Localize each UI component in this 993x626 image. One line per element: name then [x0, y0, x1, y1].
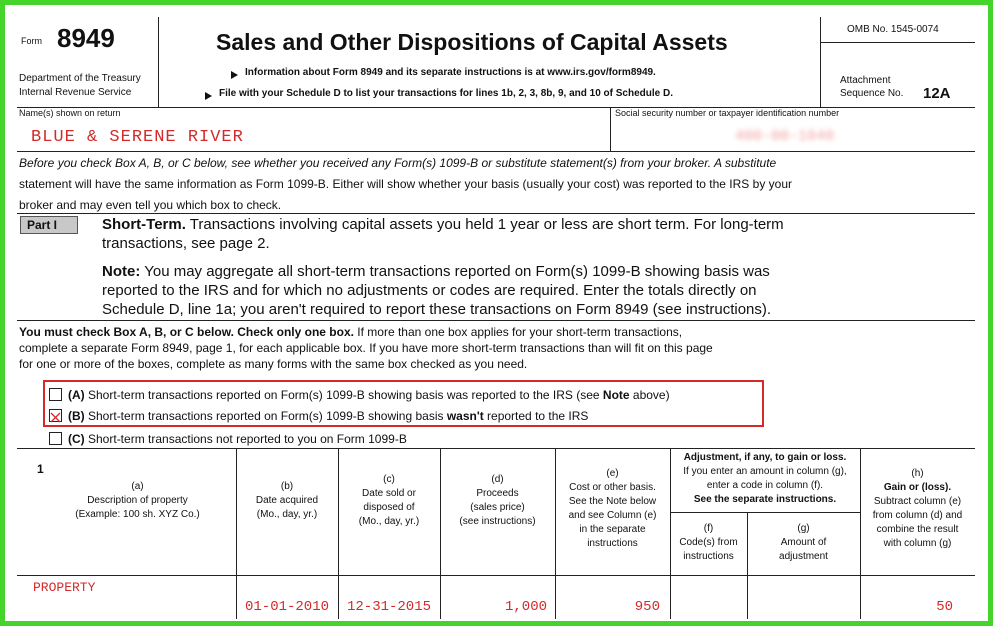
- adjust-l3: enter a code in column (f).: [706, 480, 824, 491]
- col-d-l3: (see instructions): [459, 516, 536, 527]
- omb-number: OMB No. 1545-0074: [847, 24, 939, 35]
- col-a-l1: Description of property: [87, 495, 188, 506]
- checkbox-b[interactable]: [49, 409, 62, 422]
- part1-heading: Short-Term.: [102, 216, 186, 233]
- omb-divider: [820, 42, 975, 43]
- header-divider-right: [820, 17, 821, 107]
- intro-line3: broker and may even tell you which box to check.: [19, 198, 282, 212]
- part1-desc-line2: transactions, see page 2.: [102, 235, 270, 252]
- box-a-text: Short-term transactions reported on Form(s) 1099-B showing basis was reported to the IRS (see: [84, 388, 603, 402]
- col-d-letter: (d): [491, 474, 504, 485]
- col-e-l5: instructions: [587, 538, 638, 549]
- col-b-l2: (Mo., day, yr.): [256, 509, 318, 520]
- part-badge: [20, 216, 78, 234]
- dept-line2: Internal Revenue Service: [19, 87, 132, 98]
- note-label: Note:: [102, 263, 141, 280]
- form-title: Sales and Other Dispositions of Capital Assets: [216, 29, 728, 55]
- box-b-tail: reported to the IRS: [483, 409, 589, 423]
- box-a-bold: Note: [602, 388, 630, 402]
- header-row-rule: [17, 575, 975, 576]
- col-e-l3: and see Column (e): [568, 510, 657, 521]
- col-f-header: [670, 522, 747, 564]
- col-g-l1: Amount of: [780, 537, 827, 548]
- part1-desc-line1: Transactions involving capital assets you held 1 year or less are short term. For long-term: [185, 216, 784, 233]
- taxpayer-name[interactable]: BLUE & SERENE RIVER: [31, 128, 244, 147]
- col-c-letter: (c): [383, 474, 395, 485]
- col-h-l1: Gain or (loss).: [883, 482, 952, 493]
- cell-date-sold[interactable]: 12-31-2015: [346, 599, 431, 615]
- row-number: 1: [37, 462, 44, 476]
- part1-description: [102, 215, 972, 253]
- col-d-header: [440, 473, 555, 529]
- checkbox-a[interactable]: [49, 388, 62, 401]
- check-instructions-line2: complete a separate Form 8949, page 1, for each applicable box. If you have more short-term transactions than will fit on this page: [19, 341, 713, 355]
- sequence-value: 12A: [923, 85, 951, 102]
- name-label: Name(s) shown on return: [19, 108, 121, 118]
- cell-gain-loss[interactable]: 50: [936, 599, 953, 615]
- col-h-l4: combine the result: [876, 524, 959, 535]
- box-b-label: [68, 409, 588, 423]
- table-top-rule: [17, 448, 975, 449]
- adjust-l4: See the separate instructions.: [693, 494, 837, 505]
- col-e-letter: (e): [606, 468, 619, 479]
- info-line2: File with your Schedule D to list your transactions for lines 1b, 2, 3, 8b, 9, and 10 of Schedule D.: [219, 88, 673, 99]
- col-d-l1: Proceeds: [476, 488, 519, 499]
- col-d-l2: (sales price): [470, 502, 525, 513]
- col-a-header: [45, 480, 230, 522]
- box-c-text: Short-term transactions not reported to you on Form 1099-B: [84, 432, 407, 446]
- col-e-l2: See the Note below: [568, 496, 657, 507]
- check-instructions: [19, 324, 969, 372]
- col-h-header: [860, 467, 975, 551]
- box-a-letter: (A): [68, 388, 85, 402]
- cell-proceeds[interactable]: 1,000: [504, 599, 547, 615]
- attachment-label: Attachment: [840, 75, 891, 86]
- col-f-letter: (f): [703, 523, 714, 534]
- col-a-letter: (a): [131, 481, 144, 492]
- col-h-l3: from column (d) and: [872, 510, 963, 521]
- name-ssn-divider: [610, 107, 611, 151]
- check-instructions-bold: You must check Box A, B, or C below. Check only one box.: [19, 325, 354, 339]
- col-f-l2: instructions: [683, 551, 734, 562]
- arrow-icon: [231, 71, 238, 79]
- col-c-l2: disposed of: [363, 502, 415, 513]
- col-g-letter: (g): [797, 523, 810, 534]
- col-h-letter: (h): [911, 468, 924, 479]
- note-line1: You may aggregate all short-term transactions reported on Form(s) 1099-B showing basis was: [140, 263, 770, 280]
- sequence-label: Sequence No.: [840, 88, 904, 99]
- note-line2: reported to the IRS and for which no adjustments or codes are required. Enter the totals directly on: [102, 282, 757, 299]
- col-e-l4: in the separate: [579, 524, 646, 535]
- check-instructions-line3: for one or more of the boxes, complete as many forms with the same box checked as you need.: [19, 357, 528, 371]
- dept-line1: Department of the Treasury: [19, 73, 141, 84]
- col-divider: [236, 448, 237, 619]
- col-b-letter: (b): [280, 481, 294, 492]
- ssn-label: Social security number or taxpayer identification number: [615, 108, 840, 118]
- col-b-header: [236, 480, 338, 522]
- cell-date-acquired[interactable]: 01-01-2010: [244, 599, 329, 615]
- form-number: 8949: [57, 23, 115, 53]
- box-c-letter: (C): [68, 432, 85, 446]
- info-line1: Information about Form 8949 and its separate instructions is at www.irs.gov/form8949.: [245, 67, 656, 78]
- header-divider-left: [158, 17, 159, 107]
- col-c-l1: Date sold or: [362, 488, 416, 499]
- box-c-label: [68, 432, 407, 446]
- adjust-header: [670, 451, 860, 507]
- form-label: Form: [21, 36, 42, 46]
- col-g-l2: adjustment: [779, 551, 828, 562]
- col-a-l2: (Example: 100 sh. XYZ Co.): [75, 509, 200, 520]
- part-badge-text: Part I: [27, 218, 58, 232]
- check-instructions-line1: If more than one box applies for your short-term transactions,: [353, 325, 683, 339]
- box-a-tail: above): [629, 388, 670, 402]
- adjust-l2: If you enter an amount in column (g),: [683, 466, 847, 477]
- col-b-l1: Date acquired: [255, 495, 319, 506]
- col-e-l1: Cost or other basis.: [569, 482, 656, 493]
- part1-bottom-rule: [17, 320, 975, 321]
- taxpayer-ssn[interactable]: 400-00-1040: [735, 128, 835, 145]
- col-c-l3: (Mo., day, yr.): [358, 516, 420, 527]
- col-f-l1: Code(s) from: [679, 537, 738, 548]
- col-g-header: [747, 522, 860, 564]
- intro-line1: Before you check Box A, B, or C below, see whether you received any Form(s) 1099-B or substitute statement(s) from your broker. A substitute: [19, 156, 777, 170]
- col-h-l2: Subtract column (e): [873, 496, 962, 507]
- box-b-text: Short-term transactions reported on Form(s) 1099-B showing basis: [84, 409, 447, 423]
- part1-note: [102, 262, 972, 319]
- intro-line2: statement will have the same information as Form 1099-B. Either will show whether your basis (usually your cost) was reported to the IRS by your: [19, 177, 792, 191]
- box-b-letter: (B): [68, 409, 85, 423]
- check-x-icon: [50, 412, 61, 423]
- col-h-l5: with column (g): [883, 538, 952, 549]
- arrow-icon: [205, 92, 212, 100]
- intro-bottom-rule: [17, 213, 975, 214]
- adjust-l1: Adjustment, if any, to gain or loss.: [683, 452, 847, 463]
- col-e-header: [555, 467, 670, 551]
- cell-description[interactable]: PROPERTY: [33, 580, 96, 595]
- checkbox-c[interactable]: [49, 432, 62, 445]
- col-c-header: [338, 473, 440, 529]
- note-line3: Schedule D, line 1a; you aren't required to report these transactions on Form 8949 (see instructions).: [102, 301, 772, 318]
- box-b-bold: wasn't: [446, 409, 484, 423]
- box-a-label: [68, 388, 670, 402]
- cell-cost-basis[interactable]: 950: [634, 599, 660, 615]
- adjust-divider: [670, 512, 860, 513]
- name-bottom-rule: [17, 151, 975, 152]
